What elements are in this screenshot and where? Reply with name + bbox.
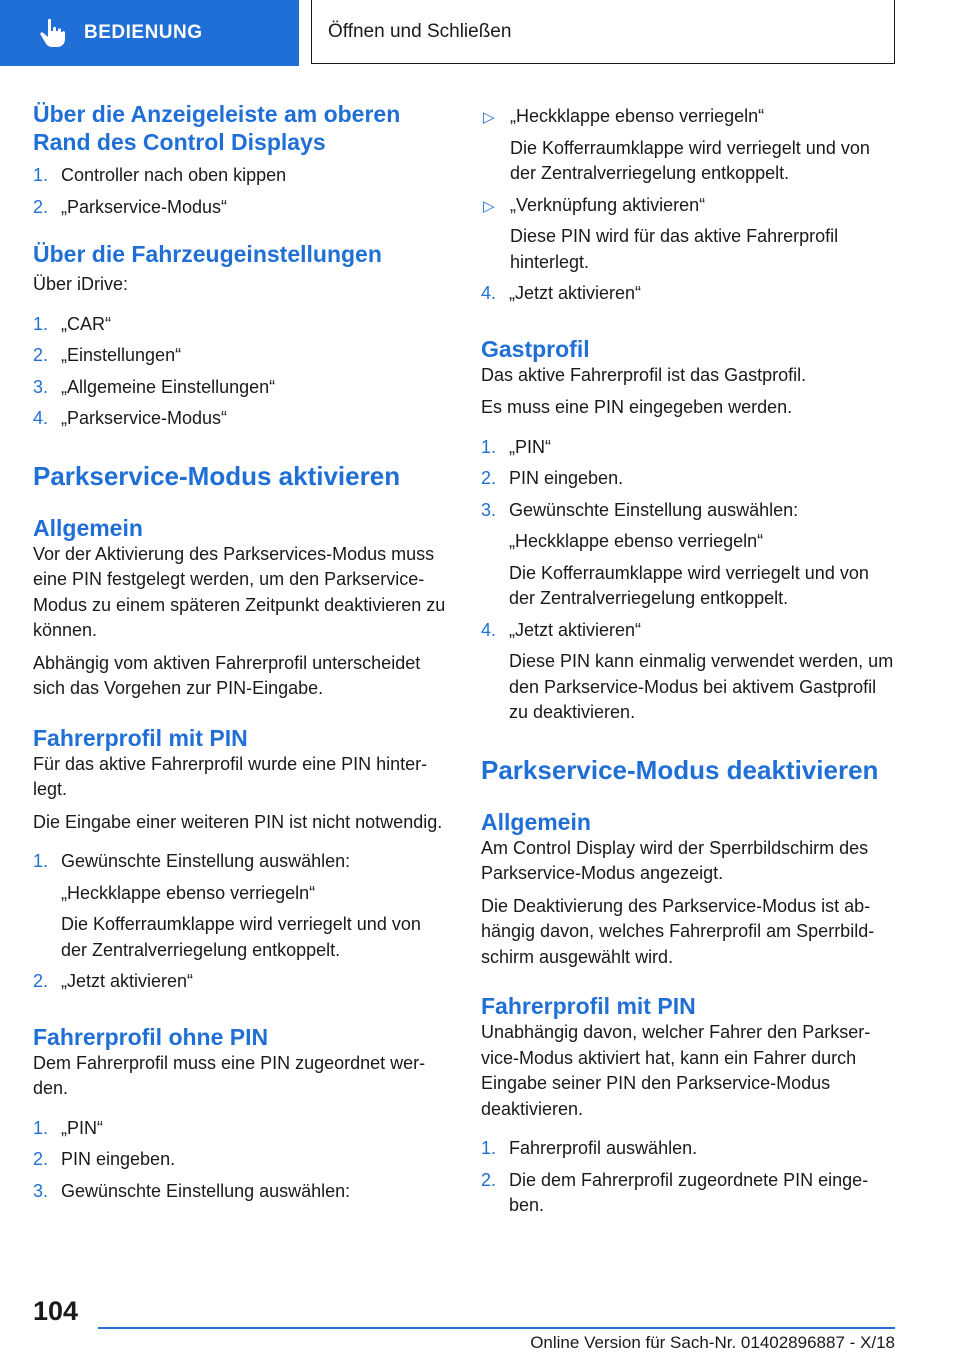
step-number: 2. bbox=[33, 971, 49, 991]
steps-continued bbox=[481, 281, 897, 307]
paragraph: Dem Fahrerprofil muss eine PIN zugeordnet werden. bbox=[33, 1052, 426, 1098]
step-text: „Jetzt aktivieren“ bbox=[509, 283, 642, 303]
list-item bbox=[481, 281, 897, 307]
step-text: „PIN“ bbox=[509, 436, 551, 457]
step-text: „Parkservice-Modus“ bbox=[61, 196, 228, 217]
section-tab[interactable] bbox=[0, 0, 299, 66]
step-text: Die dem Fahrerprofil zugeordnete PIN eingeben. bbox=[509, 1169, 869, 1215]
list-item bbox=[481, 1136, 897, 1162]
step-number: 3. bbox=[481, 499, 497, 520]
step-sub: „Heckklappe ebenso verriegeln“ bbox=[509, 531, 764, 551]
step-number: 1. bbox=[481, 1138, 497, 1158]
page-number: 104 bbox=[33, 1296, 79, 1326]
step-number: 2. bbox=[33, 196, 49, 217]
step-number: 1. bbox=[481, 436, 497, 457]
paragraph: Unabhängig davon, welcher Fahrer den Parkservice-Modus aktiviert hat, kann ein Fahrer durch Eingabe seiner PIN den Parkservice-Modus deaktivieren. bbox=[481, 1022, 871, 1119]
paragraph: Über iDrive: bbox=[33, 274, 129, 294]
step-number: 1. bbox=[33, 851, 49, 871]
step-sub: Die Kofferraumklappe wird verriegelt und von der Zentralverriegelung entkoppelt. bbox=[509, 562, 869, 608]
step-text: Fahrerprofil auswählen. bbox=[509, 1138, 698, 1158]
list-item bbox=[33, 1147, 449, 1173]
list-item bbox=[33, 163, 449, 189]
step-text: „Jetzt aktivieren“ bbox=[61, 971, 194, 991]
heading-fahrerprofil-mit-pin: Fahrerprofil mit PIN bbox=[33, 724, 248, 751]
option-desc: Diese PIN wird für das aktive Fahrerprofil hinterlegt. bbox=[510, 226, 839, 272]
step-number: 2. bbox=[481, 1169, 497, 1190]
paragraph: Abhängig vom aktiven Fahrerprofil unterscheidet sich das Vorgehen zur PIN-Eingabe. bbox=[33, 652, 421, 698]
option-desc: Die Kofferraumklappe wird verriegelt und von der Zentralverriegelung entkoppelt. bbox=[510, 137, 870, 183]
right-column bbox=[481, 104, 897, 1225]
list-item bbox=[453, 104, 897, 187]
paragraph: Vor der Aktivierung des Parkservices-Modus muss eine PIN festgelegt werden, um den Parkservice-Modus zu einem späteren Zeitpunkt deaktivieren zu können. bbox=[33, 543, 446, 640]
heading-deaktivieren: Parkservice-Modus deaktivieren bbox=[481, 754, 879, 785]
step-number: 3. bbox=[33, 376, 49, 397]
heading-allgemein: Allgemein bbox=[481, 808, 591, 835]
page-header bbox=[0, 0, 960, 66]
step-sub: „Heckklappe ebenso verriegeln“ bbox=[61, 882, 316, 903]
list-item bbox=[481, 498, 897, 612]
list-item bbox=[33, 375, 449, 401]
step-sub: Diese PIN kann einmalig verwendet werden, um den Parkservice-Modus bei aktivem Gastprofil zu deaktivieren. bbox=[509, 651, 894, 722]
list-item bbox=[33, 849, 449, 963]
list-item bbox=[33, 1179, 449, 1205]
chapter-title: Öffnen und Schließen bbox=[328, 20, 512, 42]
option-title: „Verknüpfung aktivieren“ bbox=[510, 194, 706, 215]
option-title: „Heckklappe ebenso verriegeln“ bbox=[510, 106, 765, 126]
paragraph: Für das aktive Fahrerprofil wurde eine PIN hinterlegt. bbox=[33, 753, 428, 799]
heading-fahrzeugeinstellungen: Über die Fahrzeugeinstellungen bbox=[33, 241, 382, 267]
step-text: „Jetzt aktivieren“ bbox=[509, 619, 642, 640]
step-text: PIN eingeben. bbox=[61, 1149, 176, 1169]
step-text: „Allgemeine Einstellungen“ bbox=[61, 376, 276, 397]
step-number: 3. bbox=[33, 1180, 49, 1201]
paragraph: Das aktive Fahrerprofil ist das Gastprofil. bbox=[481, 364, 807, 385]
list-item bbox=[33, 406, 449, 432]
section-label: BEDIENUNG bbox=[84, 22, 203, 43]
step-text: Controller nach oben kippen bbox=[61, 165, 287, 185]
hand-pointer-icon bbox=[34, 15, 70, 51]
steps-fahrzeugeinstellungen bbox=[33, 312, 449, 432]
heading-fahrerprofil-ohne-pin: Fahrerprofil ohne PIN bbox=[33, 1023, 269, 1050]
list-item bbox=[481, 466, 897, 492]
chapter-tab[interactable] bbox=[311, 0, 895, 64]
step-text: Gewünschte Einstellung auswählen: bbox=[509, 499, 799, 520]
list-item bbox=[33, 343, 449, 369]
step-text: „PIN“ bbox=[61, 1117, 103, 1138]
step-number: 1. bbox=[33, 165, 49, 185]
heading-gastprofil: Gastprofil bbox=[481, 335, 590, 362]
list-item bbox=[33, 1116, 449, 1142]
step-number: 1. bbox=[33, 313, 49, 334]
step-number: 2. bbox=[33, 345, 49, 365]
step-number: 4. bbox=[33, 408, 49, 428]
online-version-note: Online Version für Sach-Nr. 01402896887 - X/18 bbox=[530, 1333, 895, 1352]
heading-aktivieren: Parkservice-Modus aktivieren bbox=[33, 460, 401, 491]
steps-gastprofil bbox=[481, 435, 897, 726]
step-sub: Die Kofferraumklappe wird verriegelt und von der Zentralverriegelung entkoppelt. bbox=[61, 914, 421, 960]
step-number: 2. bbox=[481, 468, 497, 488]
list-item bbox=[453, 193, 897, 276]
paragraph: Die Deaktivierung des Parkservice-Modus ist abhängig davon, welches Fahrerprofil am Sperrbildschirm ausgewählt wird. bbox=[481, 895, 875, 967]
list-item bbox=[481, 1168, 897, 1219]
step-number: 2. bbox=[33, 1149, 49, 1169]
steps-mit-pin bbox=[33, 849, 449, 995]
step-text: Gewünschte Einstellung auswählen: bbox=[61, 1180, 351, 1201]
paragraph: Es muss eine PIN eingegeben werden. bbox=[481, 397, 793, 417]
paragraph: Am Control Display wird der Sperrbildschirm des Parkservice-Modus angezeigt. bbox=[481, 837, 869, 883]
triangle-right-icon: ▷ bbox=[483, 197, 495, 215]
step-number: 4. bbox=[481, 283, 497, 303]
list-item bbox=[33, 312, 449, 338]
list-item bbox=[481, 435, 897, 461]
heading-fahrerprofil-mit-pin: Fahrerprofil mit PIN bbox=[481, 993, 696, 1019]
list-item bbox=[33, 195, 449, 221]
paragraph: Die Eingabe einer weiteren PIN ist nicht notwendig. bbox=[33, 811, 443, 832]
option-list bbox=[453, 104, 897, 275]
step-number: 1. bbox=[33, 1117, 49, 1138]
step-text: Gewünschte Einstellung auswählen: bbox=[61, 851, 351, 871]
footer-divider bbox=[98, 1327, 895, 1329]
step-text: „Parkservice-Modus“ bbox=[61, 408, 228, 428]
step-text: „Einstellungen“ bbox=[61, 345, 182, 365]
list-item bbox=[33, 969, 449, 995]
step-number: 4. bbox=[481, 619, 497, 640]
step-text: „CAR“ bbox=[61, 313, 111, 334]
steps-ohne-pin bbox=[33, 1116, 449, 1205]
left-column bbox=[33, 100, 449, 1210]
steps-deaktivieren bbox=[481, 1136, 897, 1219]
list-item bbox=[481, 618, 897, 726]
heading-anzeigeleiste: Über die Anzeigeleiste am oberen Rand des Control Displays bbox=[33, 101, 401, 155]
steps-anzeigeleiste bbox=[33, 163, 449, 220]
triangle-right-icon: ▷ bbox=[483, 109, 495, 126]
heading-allgemein: Allgemein bbox=[33, 514, 143, 541]
step-text: PIN eingeben. bbox=[509, 468, 624, 488]
